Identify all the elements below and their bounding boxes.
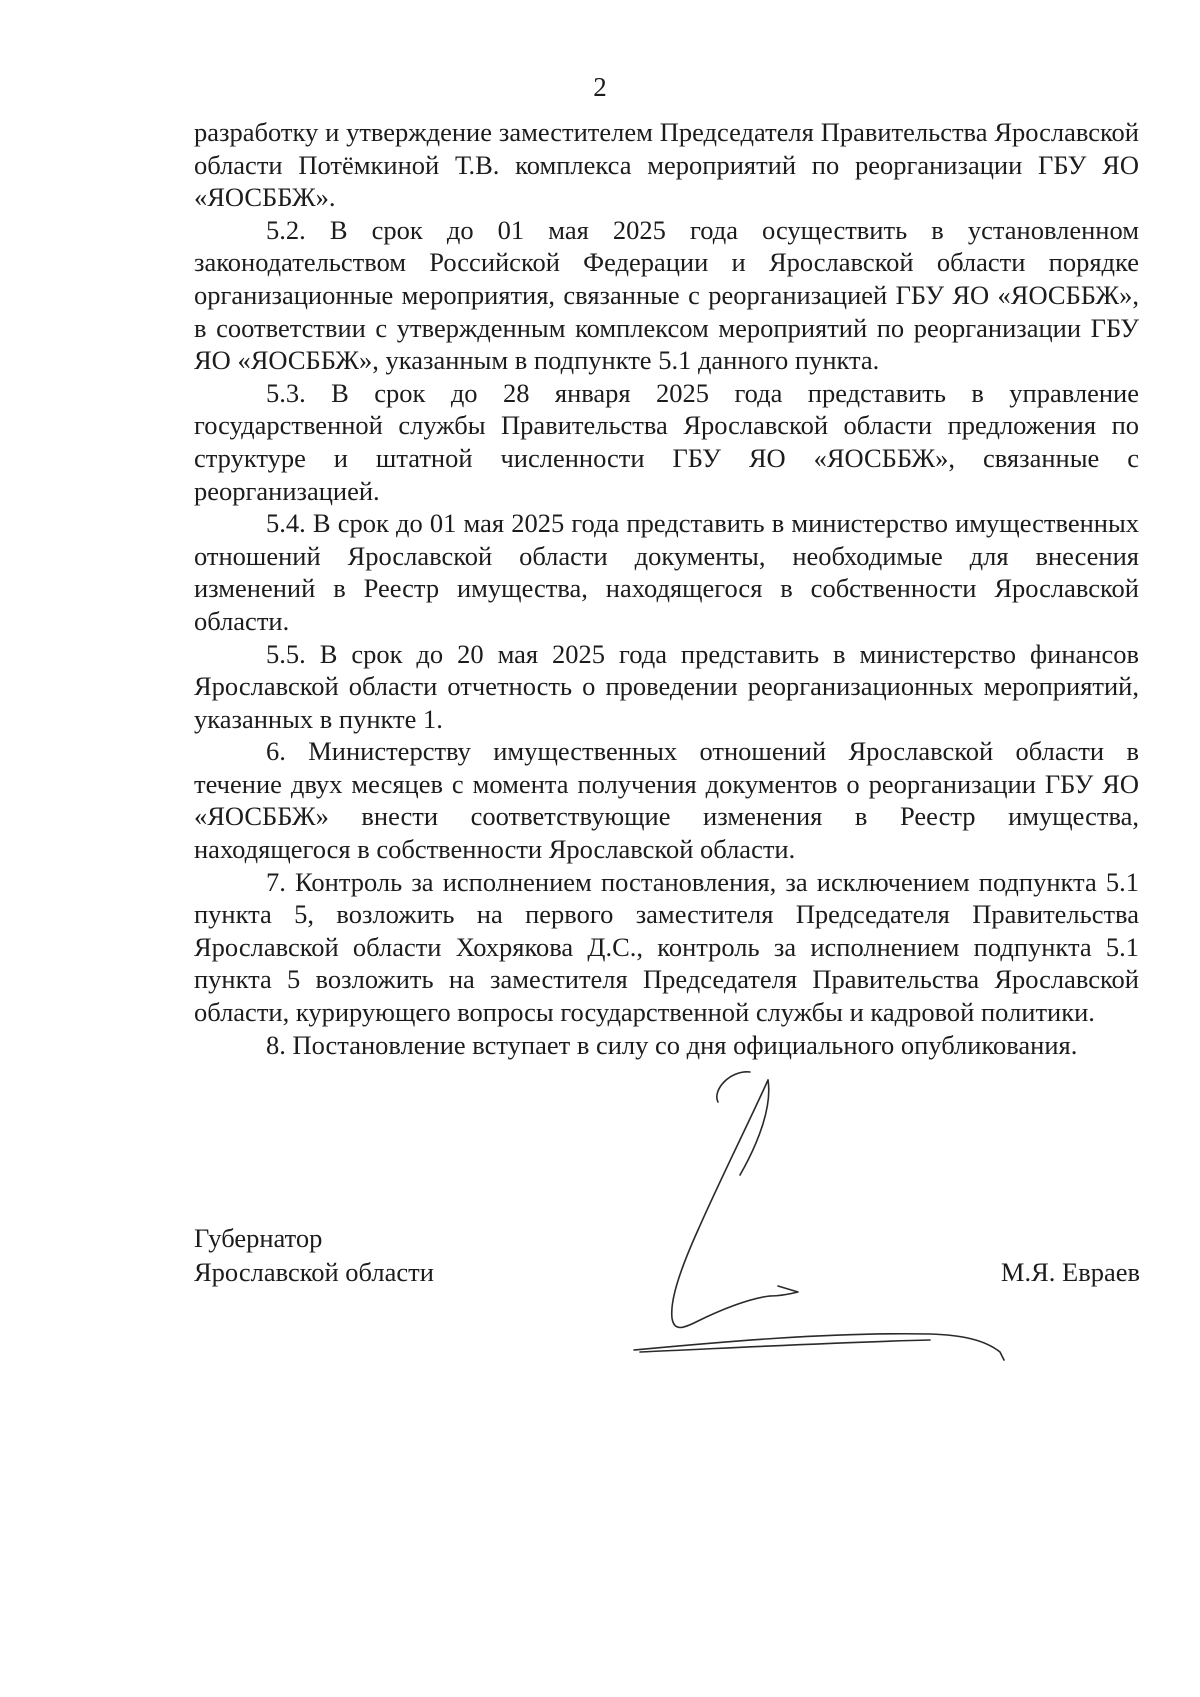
document-body: [194, 116, 1139, 1061]
page-number: 2: [593, 72, 607, 102]
signatory-title-line1: Губернатор: [194, 1223, 323, 1253]
paragraph: 5.3. В срок до 28 января 2025 года представить в управление государственной службы Правительства Ярославской области предложения по структуре и штатной численности ГБУ ЯО «ЯОСББЖ», связанные с реорганизацией.: [194, 377, 1139, 506]
paragraph: 6. Министерству имущественных отношений Ярославской области в течение двух месяцев с момента получения документов о реорганизации ГБУ ЯО «ЯОСББЖ» внести соответствующие изменения в Реестр имущества, находящегося в собственности Ярославской области.: [194, 736, 1139, 865]
paragraph: 5.2. В срок до 01 мая 2025 года осуществить в установленном законодательством Российской Федерации и Ярославской области порядке организационные мероприятия, связанные с реорганизацией ГБУ ЯО «ЯОСББЖ», в соответствии с утвержденным комплексом мероприятий по реорганизации ГБУ ЯО «ЯОСББЖ», указанным в подпункте 5.1 данного пункта.: [194, 214, 1139, 376]
paragraph: разработку и утверждение заместителем Председателя Правительства Ярославской области Потёмкиной Т.В. комплекса мероприятий по реорганизации ГБУ ЯО «ЯОСББЖ».: [194, 117, 1139, 213]
signatory-title-line2: Ярославской области: [194, 1257, 434, 1287]
signatory-title: [194, 1221, 434, 1289]
signature-icon: [600, 1060, 1040, 1380]
paragraph: 5.4. В срок до 01 мая 2025 года представить в министерство имущественных отношений Ярославской области документы, необходимые для внесения изменений в Реестр имущества, находящегося в собственности Ярославской области.: [194, 508, 1139, 636]
signatory-name: М.Я. Евраев: [1000, 1257, 1140, 1287]
paragraph: 7. Контроль за исполнением постановления, за исключением подпункта 5.1 пункта 5, возложить на первого заместителя Председателя Правительства Ярославской области Хохрякова Д.С., контроль за исполнением подпункта 5.1 пункта 5 возложить на заместителя Председателя Правительства Ярославской области, курирующего вопросы государственной службы и кадровой политики.: [194, 866, 1139, 1028]
paragraph: 8. Постановление вступает в силу со дня официального опубликования.: [266, 1029, 1078, 1060]
paragraph: 5.5. В срок до 20 мая 2025 года представить в министерство финансов Ярославской области отчетность о проведении реорганизационных мероприятий, указанных в пункте 1.: [194, 638, 1139, 734]
